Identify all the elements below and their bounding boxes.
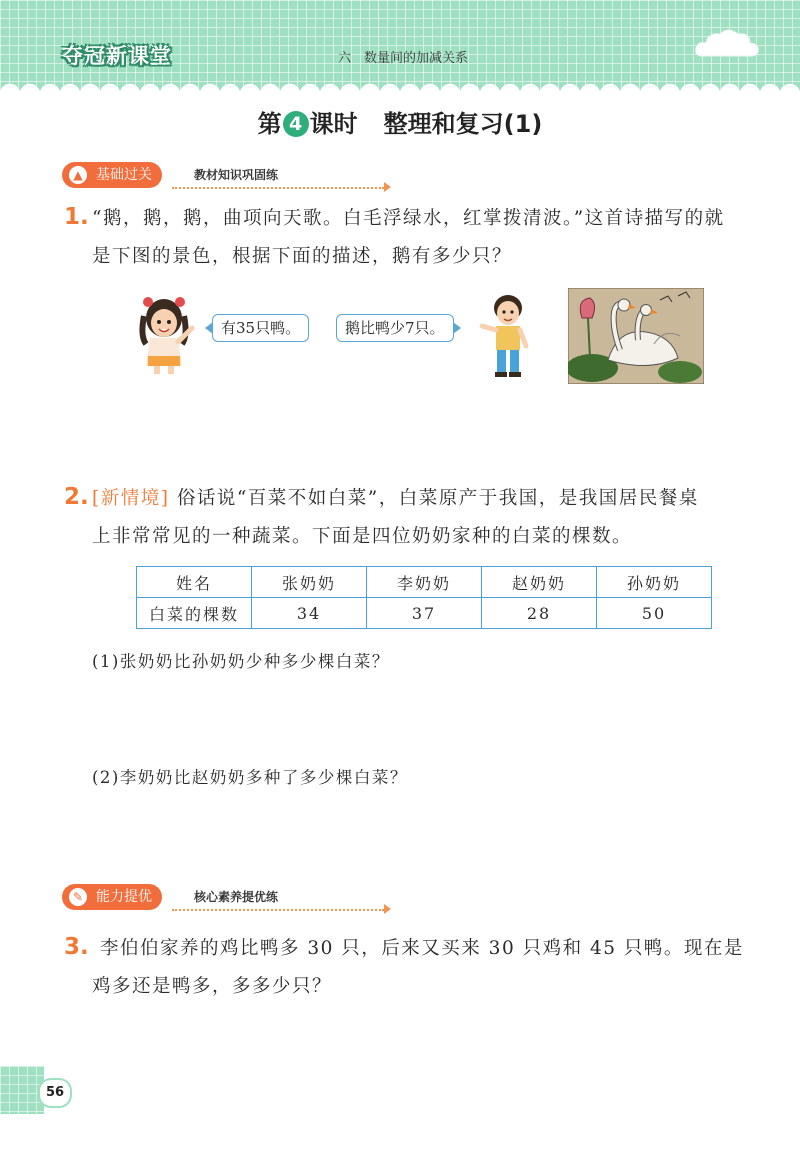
table-row [137, 598, 712, 629]
section-basic-pill [62, 162, 162, 188]
boy-illustration [476, 292, 536, 378]
speech-bubble-boy-text: 鹅比鸭少7只。 [345, 319, 445, 337]
mountain-icon: ▲ [69, 166, 87, 184]
chapter-title: 六 数量间的加减关系 [338, 51, 469, 66]
lesson-topic: 整理和复习(1) [383, 110, 543, 138]
q1-text-line1: “鹅，鹅，鹅，曲项向天歌。白毛浮绿水，红掌拨清波。”这首诗描写的就 [92, 208, 725, 229]
table-header-cell: 孙奶奶 [597, 567, 712, 598]
q2-sub1: (1)张奶奶比孙奶奶少种多少棵白菜？ [92, 652, 390, 671]
lesson-prefix: 第 [257, 110, 282, 138]
table-header-cell: 张奶奶 [252, 567, 367, 598]
cabbage-table [136, 566, 712, 629]
girl-illustration [134, 296, 206, 376]
pencil-note-icon: ✎ [69, 888, 87, 906]
q2-new-context-tag: [新情境] [92, 488, 170, 509]
header-scallop-edge [0, 72, 800, 94]
lesson-number-badge: 4 [283, 111, 309, 137]
brand-logo: 夺冠新课堂 [62, 44, 172, 68]
section-advanced-pill [62, 884, 162, 910]
q1-text-line2: 是下图的景色，根据下面的描述，鹅有多少只？ [92, 246, 513, 267]
arrow-right-icon [384, 904, 391, 914]
speech-bubble-girl-text: 有35只鸭。 [221, 319, 301, 337]
table-cell: 34 [252, 598, 367, 629]
speech-bubble-girl [212, 314, 309, 342]
table-cell: 50 [597, 598, 712, 629]
table-header-cell: 赵奶奶 [482, 567, 597, 598]
q3-number: 3. [64, 934, 89, 960]
table-cell: 28 [482, 598, 597, 629]
arrow-right-icon [384, 182, 391, 192]
q2-text-line1-rest: 俗话说“百菜不如白菜”，白菜原产于我国，是我国居民餐桌 [176, 488, 699, 509]
table-cell: 37 [367, 598, 482, 629]
page-number: 56 [38, 1078, 72, 1108]
lesson-suffix: 课时 [309, 110, 358, 138]
table-header-cell: 李奶奶 [367, 567, 482, 598]
table-header-cell: 姓名 [137, 567, 252, 598]
table-cell: 白菜的棵数 [137, 598, 252, 629]
section-basic-subtitle: 教材知识巩固练 [194, 168, 279, 182]
bubble-tail [453, 322, 461, 334]
q2-number: 2. [64, 484, 89, 510]
table-header-row [137, 567, 712, 598]
q2-text-line1 [92, 480, 699, 517]
lesson-title [0, 104, 800, 139]
q2-text-line2: 上非常常见的一种蔬菜。下面是四位奶奶家种的白菜的棵数。 [92, 526, 633, 547]
q3-text-line2: 鸡多还是鸭多，多多少只？ [92, 976, 333, 997]
bubble-tail [205, 322, 213, 334]
section-basic-label: 基础过关 [96, 167, 152, 183]
q2-sub2: (2)李奶奶比赵奶奶多种了多少棵白菜？ [92, 768, 408, 787]
section-basic-dotted-line [172, 187, 384, 189]
geese-picture [568, 288, 704, 384]
speech-bubble-boy [336, 314, 454, 342]
section-advanced-subtitle: 核心素养提优练 [194, 890, 279, 904]
section-advanced-label: 能力提优 [96, 889, 152, 905]
q1-number: 1. [64, 204, 89, 230]
cloud-icon [692, 26, 762, 60]
section-advanced-dotted-line [172, 909, 384, 911]
q3-text-line1: 李伯伯家养的鸡比鸭多 30 只，后来又买来 30 只鸡和 45 只鸭。现在是 [100, 938, 744, 959]
